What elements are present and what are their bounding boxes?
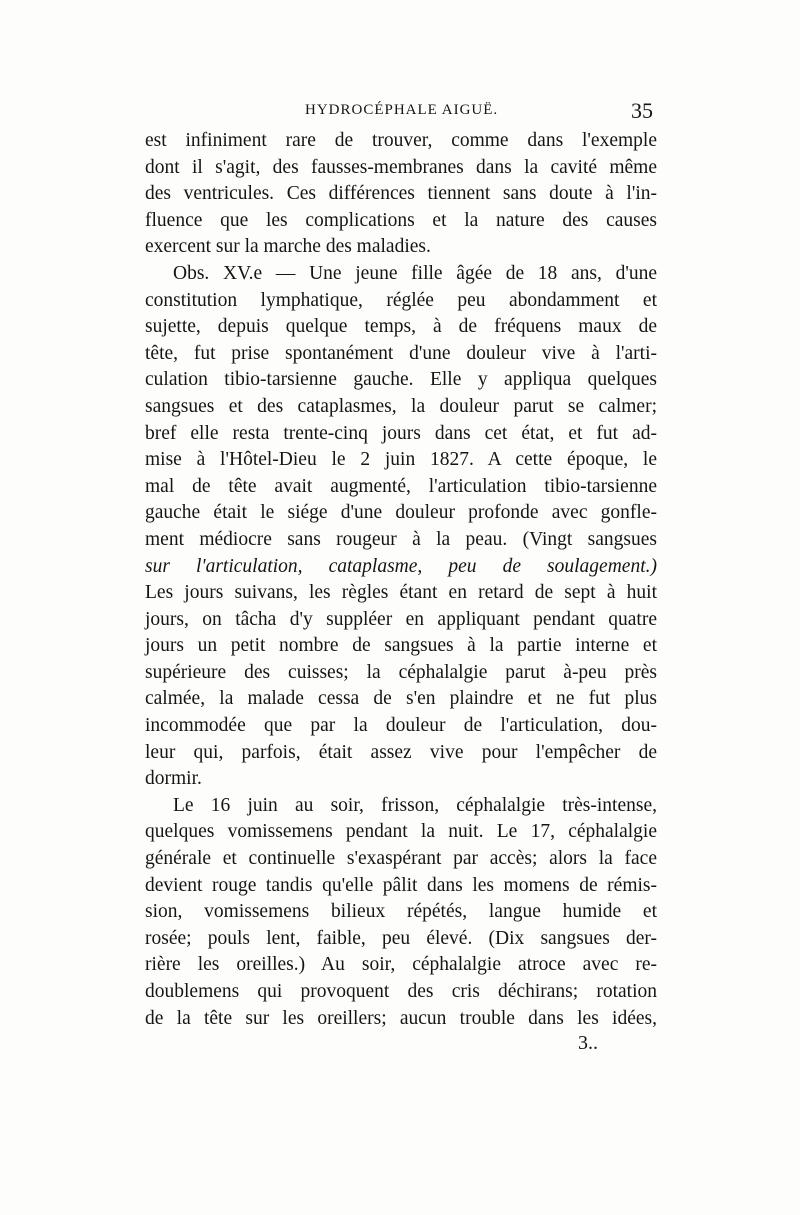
text-line: Les jours suivans, les règles étant en retard de sept à huit: [145, 582, 657, 604]
text-line: ment médiocre sans rougeur à la peau. (Vingt sangsues: [145, 528, 657, 550]
text-line: Le 16 juin au soir, frisson, céphalalgie très-intense,: [173, 794, 657, 816]
text-line: est infiniment rare de trouver, comme dans l'exemple: [145, 130, 657, 151]
text-line: sangsues et des cataplasmes, la douleur parut se calmer;: [145, 395, 657, 417]
text-line: rière les oreilles.) Au soir, céphalalgie atroce avec re-: [145, 954, 657, 976]
text-line: gauche était le siége d'une douleur profonde avec gonfle-: [145, 502, 657, 524]
text-line: de la tête sur les oreillers; aucun trouble dans les idées,: [145, 1007, 657, 1029]
text-line: mal de tête avait augmenté, l'articulation tibio-tarsienne: [145, 475, 657, 497]
signature-mark: 3..: [578, 1032, 598, 1054]
body-text: [145, 128, 657, 1032]
text-line: doublemens qui provoquent des cris déchirans; rotation: [145, 981, 657, 1002]
text-line: tête, fut prise spontanément d'une douleur vive à l'arti-: [145, 342, 657, 364]
text-line: générale et continuelle s'exaspérant par accès; alors la face: [145, 848, 657, 870]
page-number: 35: [631, 98, 653, 123]
text-line: sion, vomissemens bilieux répétés, langue humide et: [145, 901, 657, 923]
text-line: leur qui, parfois, était assez vive pour l'empêcher de: [145, 741, 657, 763]
text-line: dormir.: [145, 768, 202, 790]
text-line: jours, on tâcha d'y suppléer en appliquant pendant quatre: [145, 608, 657, 630]
text-line: des ventricules. Ces différences tiennent sans doute à l'in-: [145, 183, 657, 205]
text-line: devient rouge tandis qu'elle pâlit dans les momens de rémis-: [145, 874, 657, 896]
text-line: sujette, depuis quelque temps, à de fréquens maux de: [145, 316, 657, 338]
text-line: rosée; pouls lent, faible, peu élevé. (Dix sangsues der-: [145, 927, 657, 949]
text-line: incommodée que par la douleur de l'articulation, dou-: [145, 715, 657, 737]
running-head: [145, 98, 655, 128]
running-title: HYDROCÉPHALE AIGUË.: [305, 102, 499, 118]
text-line: quelques vomissemens pendant la nuit. Le 17, céphalalgie: [145, 821, 657, 843]
text-line: culation tibio-tarsienne gauche. Elle y appliqua quelques: [145, 369, 657, 391]
text-line: exercent sur la marche des maladies.: [145, 236, 431, 258]
text-line: mise à l'Hôtel-Dieu le 2 juin 1827. A cette époque, le: [145, 449, 657, 471]
text-line: Obs. XV.e — Une jeune fille âgée de 18 ans, d'une: [173, 262, 657, 284]
text-line: calmée, la malade cessa de s'en plaindre et ne fut plus: [145, 688, 657, 710]
text-line: jours un petit nombre de sangsues à la partie interne et: [145, 635, 657, 657]
text-line: bref elle resta trente-cinq jours dans cet état, et fut ad-: [145, 422, 657, 444]
text-line: supérieure des cuisses; la céphalalgie parut à-peu près: [145, 661, 657, 683]
text-line: constitution lymphatique, réglée peu abondamment et: [145, 289, 657, 311]
text-line: dont il s'agit, des fausses-membranes dans la cavité même: [145, 156, 657, 178]
text-line-italic: sur l'articulation, cataplasme, peu de soulagement.): [145, 555, 657, 577]
text-line: fluence que les complications et la nature des causes: [145, 209, 657, 231]
